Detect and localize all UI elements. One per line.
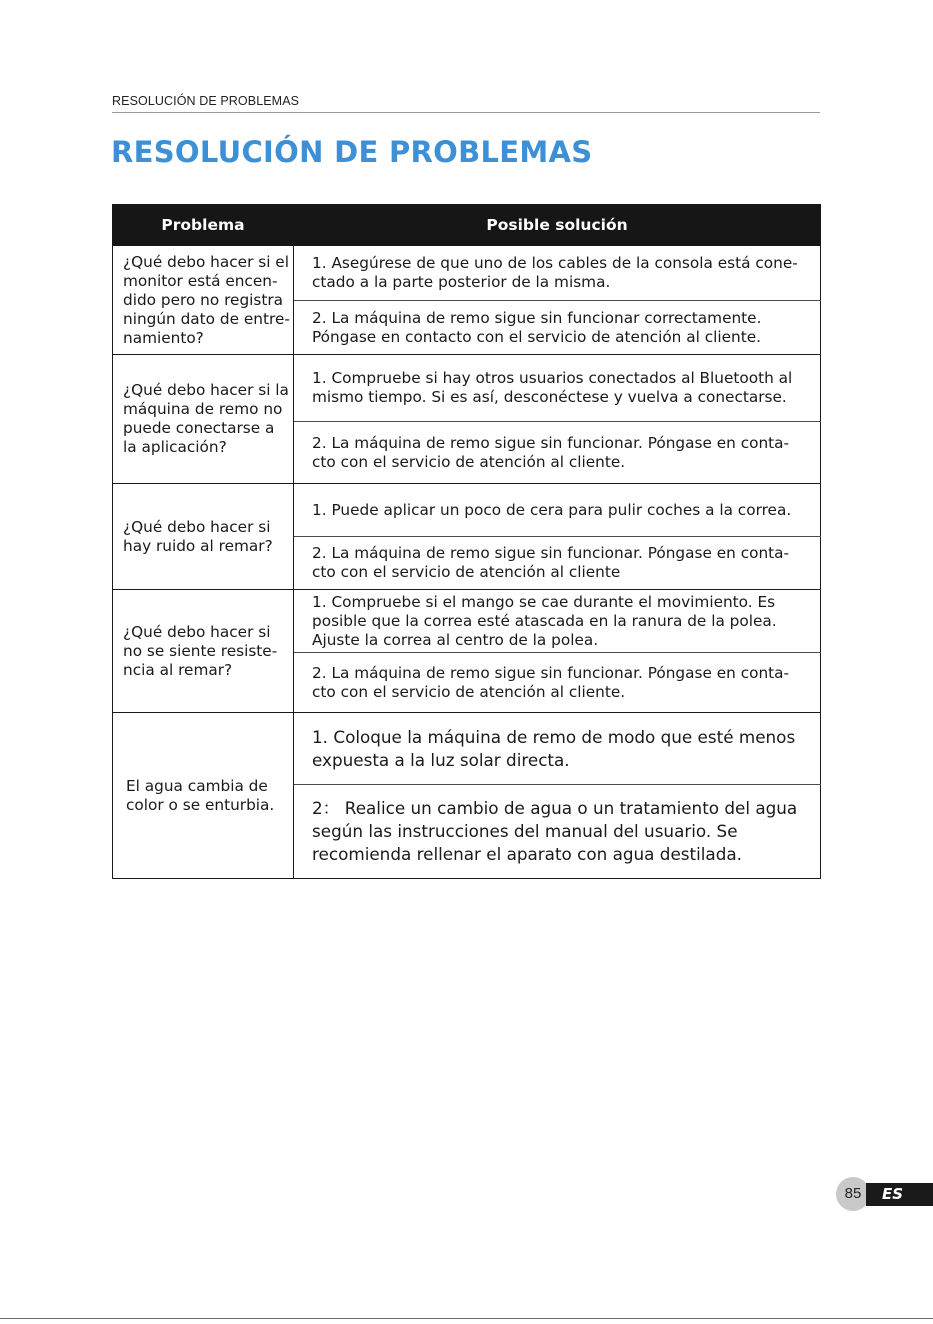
solution-cell: 2. La máquina de remo sigue sin funcionar correctamente. Póngase en contacto con el servicio de atención al cliente. [294, 301, 821, 355]
solution-cell: 2. La máquina de remo sigue sin funcionar. Póngase en conta- cto con el servicio de atención al cliente. [294, 653, 821, 713]
running-header: RESOLUCIÓN DE PROBLEMAS [112, 94, 300, 108]
page-title: RESOLUCIÓN DE PROBLEMAS [111, 135, 593, 169]
solution-cell: 1. Puede aplicar un poco de cera para pulir coches a la correa. [294, 484, 821, 537]
solution-cell: 1. Asegúrese de que uno de los cables de la consola está cone- ctado a la parte posterior de la misma. [294, 246, 821, 301]
solution-cell: 1. Compruebe si el mango se cae durante el movimiento. Es posible que la correa esté atascada en la ranura de la polea. Ajuste la correa al centro de la polea. [294, 590, 821, 653]
problem-cell: ¿Qué debo hacer si hay ruido al remar? [113, 484, 294, 590]
problem-cell: El agua cambia de color o se enturbia. [113, 713, 294, 879]
table-row [113, 355, 821, 422]
table-row [113, 484, 821, 537]
table-row [113, 590, 821, 653]
column-header-solution: Posible solución [294, 205, 821, 246]
table-row [113, 713, 821, 785]
solution-cell: 2. La máquina de remo sigue sin funcionar. Póngase en conta- cto con el servicio de atención al cliente. [294, 422, 821, 484]
problem-cell: ¿Qué debo hacer si el monitor está encen- dido pero no registra ningún dato de entre- namiento? [113, 246, 294, 355]
solution-cell: 2： Realice un cambio de agua o un tratamiento del agua según las instrucciones del manual del usuario. Se recomienda rellenar el aparato con agua destilada. [294, 785, 821, 879]
solution-cell: 2. La máquina de remo sigue sin funcionar. Póngase en conta- cto con el servicio de atención al cliente [294, 537, 821, 590]
table-header-row [113, 205, 821, 246]
solution-cell: 1. Compruebe si hay otros usuarios conectados al Bluetooth al mismo tiempo. Si es así, desconéctese y vuelva a conectarse. [294, 355, 821, 422]
problem-cell: ¿Qué debo hacer si no se siente resiste- ncia al remar? [113, 590, 294, 713]
column-header-problem: Problema [113, 205, 294, 246]
table-row [113, 246, 821, 301]
page-bottom-divider [0, 1318, 933, 1319]
header-divider [112, 112, 820, 113]
troubleshooting-table [112, 204, 821, 879]
solution-cell: 1. Coloque la máquina de remo de modo que esté menos expuesta a la luz solar directa. [294, 713, 821, 785]
language-label: ES [882, 1185, 904, 1203]
problem-cell: ¿Qué debo hacer si la máquina de remo no puede conectarse a la aplicación? [113, 355, 294, 484]
page-number-badge: 85 [836, 1177, 870, 1211]
